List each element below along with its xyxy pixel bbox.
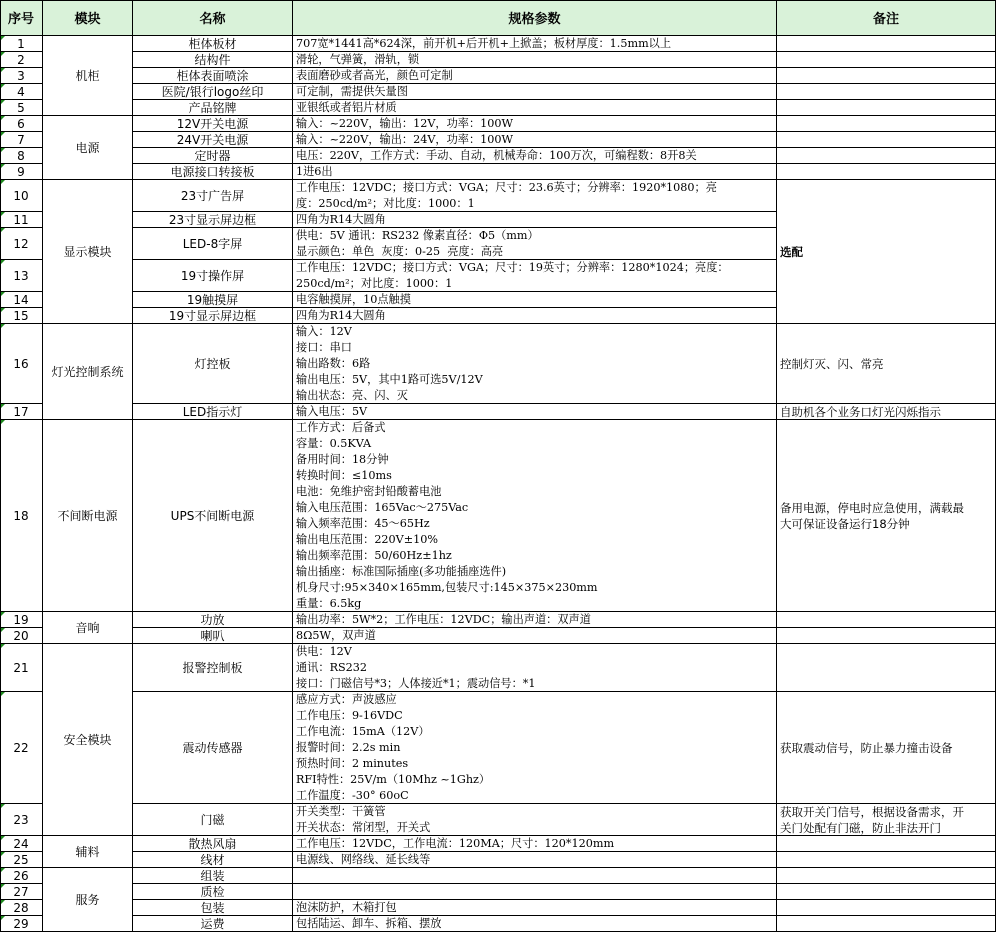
item-name: LED-8字屏 (133, 228, 293, 260)
remark-cell (777, 116, 996, 132)
remark-cell (777, 148, 996, 164)
item-name: 功放 (133, 612, 293, 628)
row-number: 25 (0, 852, 43, 868)
item-name: 线材 (133, 852, 293, 868)
spec-cell: 供电：5V 通讯：RS232 像素直径：Φ5（mm） 显示颜色：单色 灰度：0-25 亮度：高亮 (293, 228, 777, 260)
module-cell-security: 安全模块 (43, 644, 133, 836)
cell-marker-icon (0, 308, 5, 313)
spec-cell: 工作电压：12VDC，工作电流：120MA；尺寸：120*120mm (293, 836, 777, 852)
header-seq: 序号 (0, 0, 43, 36)
cell-marker-icon (0, 804, 5, 809)
cell-marker-icon (0, 260, 5, 265)
cell-marker-icon (0, 868, 5, 873)
remark-cell (777, 884, 996, 900)
remark-cell (777, 132, 996, 148)
spec-cell: 工作方式：后备式 容量：0.5KVA 备用时间：18分钟 转换时间：≤10ms 电池：免维护密封铅酸蓄电池 输入电压范围：165Vac～275Vac 输入频率范围：45～65Hz 输出电压范围：220V±10% 输出频率范围：50/60Hz±1hz 输出插座：标准国际插座(多功能插座选件) 机身尺寸:95×340×165mm,包装尺寸:145×375×230mm 重量：6.5kg (293, 420, 777, 612)
module-cell-aux: 辅料 (43, 836, 133, 868)
header-name: 名称 (133, 0, 293, 36)
item-name: 结构件 (133, 52, 293, 68)
row-number: 1 (0, 36, 43, 52)
cell-marker-icon (0, 36, 5, 41)
row-number: 27 (0, 884, 43, 900)
spec-cell (293, 868, 777, 884)
remark-cell (777, 612, 996, 628)
row-number: 14 (0, 292, 43, 308)
row-number: 5 (0, 100, 43, 116)
remark-cell: 获取开关门信号，根据设备需求，开 关门处配有门磁，防止非法开门 (777, 804, 996, 836)
item-name: 包装 (133, 900, 293, 916)
item-name: 柜体表面喷涂 (133, 68, 293, 84)
cell-marker-icon (0, 900, 5, 905)
item-name: 19寸显示屏边框 (133, 308, 293, 324)
module-cell-service: 服务 (43, 868, 133, 932)
remark-cell (777, 852, 996, 868)
cell-marker-icon (0, 180, 5, 185)
item-name: 电源接口转接板 (133, 164, 293, 180)
row-number: 18 (0, 420, 43, 612)
cell-marker-icon (0, 164, 5, 169)
row-number: 3 (0, 68, 43, 84)
spec-cell: 亚银纸或者铝片材质 (293, 100, 777, 116)
item-name: LED指示灯 (133, 404, 293, 420)
spec-cell: 泡沫防护，木箱打包 (293, 900, 777, 916)
spec-cell (293, 884, 777, 900)
row-number: 20 (0, 628, 43, 644)
item-name: 运费 (133, 916, 293, 932)
cell-marker-icon (0, 100, 5, 105)
spec-cell: 输入：~220V，输出：24V，功率：100W (293, 132, 777, 148)
remark-cell (777, 836, 996, 852)
item-name: 柜体板材 (133, 36, 293, 52)
remark-cell-display: 选配 (777, 180, 996, 324)
row-number: 13 (0, 260, 43, 292)
remark-cell: 获取震动信号，防止暴力撞击设备 (777, 692, 996, 804)
spec-cell: 1进6出 (293, 164, 777, 180)
spec-cell: 工作电压：12VDC；接口方式：VGA；尺寸：23.6英寸；分辨率：1920*1080；亮 度：250cd/m²；对比度：1000：1 (293, 180, 777, 212)
module-cell-display: 显示模块 (43, 180, 133, 324)
row-number: 15 (0, 308, 43, 324)
row-number: 24 (0, 836, 43, 852)
spec-cell: 工作电压：12VDC；接口方式：VGA；尺寸：19英寸；分辨率：1280*1024；亮度： 250cd/m²；对比度：1000：1 (293, 260, 777, 292)
module-cell-light: 灯光控制系统 (43, 324, 133, 420)
row-number: 2 (0, 52, 43, 68)
item-name: 质检 (133, 884, 293, 900)
row-number: 29 (0, 916, 43, 932)
item-name: 报警控制板 (133, 644, 293, 692)
spec-cell: 输入电压：5V (293, 404, 777, 420)
spec-cell: 电源线、网络线、延长线等 (293, 852, 777, 868)
spec-cell: 输入：12V 接口：串口 输出路数：6路 输出电压：5V，其中1路可选5V/12V 输出状态：亮、闪、灭 (293, 324, 777, 404)
spec-cell: 四角为R14大圆角 (293, 308, 777, 324)
spec-cell: 输入：~220V，输出：12V，功率：100W (293, 116, 777, 132)
item-name: 19寸操作屏 (133, 260, 293, 292)
spec-cell: 开关类型：干簧管 开关状态：常闭型，开关式 (293, 804, 777, 836)
cell-marker-icon (0, 228, 5, 233)
remark-cell (777, 900, 996, 916)
remark-cell: 备用电源，停电时应急使用，满载最 大可保证设备运行18分钟 (777, 420, 996, 612)
row-number: 12 (0, 228, 43, 260)
remark-cell (777, 52, 996, 68)
item-name: 23寸显示屏边框 (133, 212, 293, 228)
row-number: 10 (0, 180, 43, 212)
cell-marker-icon (0, 52, 5, 57)
item-name: UPS不间断电源 (133, 420, 293, 612)
header-spec: 规格参数 (293, 0, 777, 36)
header-module: 模块 (43, 0, 133, 36)
item-name: 产品铭牌 (133, 100, 293, 116)
spec-cell: 感应方式：声波感应 工作电压：9-16VDC 工作电流：15mA（12V） 报警时间：2.2s min 预热时间：2 minutes RFI特性：25V/m（10Mhz ~1Ghz） 工作温度：-30° 60oC (293, 692, 777, 804)
item-name: 19触摸屏 (133, 292, 293, 308)
cell-marker-icon (0, 420, 5, 425)
cell-marker-icon (0, 148, 5, 153)
spec-cell: 供电：12V 通讯：RS232 接口：门磁信号*3；人体接近*1；震动信号：*1 (293, 644, 777, 692)
remark-cell: 自助机各个业务口灯光闪烁指示 (777, 404, 996, 420)
row-number: 4 (0, 84, 43, 100)
module-cell-cabinet: 机柜 (43, 36, 133, 116)
row-number: 26 (0, 868, 43, 884)
row-number: 7 (0, 132, 43, 148)
spec-cell: 四角为R14大圆角 (293, 212, 777, 228)
cell-marker-icon (0, 292, 5, 297)
cell-marker-icon (0, 692, 5, 697)
spec-cell: 8Ω5W，双声道 (293, 628, 777, 644)
cell-marker-icon (0, 612, 5, 617)
row-number: 21 (0, 644, 43, 692)
row-number: 28 (0, 900, 43, 916)
cell-marker-icon (0, 116, 5, 121)
cell-marker-icon (0, 852, 5, 857)
remark-cell: 控制灯灭、闪、常亮 (777, 324, 996, 404)
module-cell-power: 电源 (43, 116, 133, 180)
item-name: 定时器 (133, 148, 293, 164)
remark-cell (777, 36, 996, 52)
item-name: 组装 (133, 868, 293, 884)
spec-cell: 滑轮，气弹簧，滑轨，锁 (293, 52, 777, 68)
cell-marker-icon (0, 132, 5, 137)
spec-cell: 可定制，需提供矢量图 (293, 84, 777, 100)
module-cell-audio: 音响 (43, 612, 133, 644)
header-remark: 备注 (777, 0, 996, 36)
row-number: 16 (0, 324, 43, 404)
row-number: 11 (0, 212, 43, 228)
spec-cell: 电容触摸屏，10点触摸 (293, 292, 777, 308)
item-name: 震动传感器 (133, 692, 293, 804)
cell-marker-icon (0, 404, 5, 409)
item-name: 12V开关电源 (133, 116, 293, 132)
item-name: 喇叭 (133, 628, 293, 644)
item-name: 医院/银行logo丝印 (133, 84, 293, 100)
cell-marker-icon (0, 916, 5, 921)
cell-marker-icon (0, 84, 5, 89)
spec-cell: 包括陆运、卸车、拆箱、摆放 (293, 916, 777, 932)
module-cell-ups: 不间断电源 (43, 420, 133, 612)
spec-cell: 电压：220V，工作方式：手动、自动，机械寿命：100万次，可编程数：8开8关 (293, 148, 777, 164)
cell-marker-icon (0, 324, 5, 329)
remark-cell (777, 868, 996, 884)
spec-cell: 表面磨砂或者高光，颜色可定制 (293, 68, 777, 84)
remark-cell (777, 68, 996, 84)
item-name: 门磁 (133, 804, 293, 836)
cell-marker-icon (0, 68, 5, 73)
spec-cell: 707宽*1441高*624深，前开机+后开机+上掀盖；板材厚度：1.5mm以上 (293, 36, 777, 52)
row-number: 17 (0, 404, 43, 420)
remark-cell (777, 628, 996, 644)
row-number: 8 (0, 148, 43, 164)
remark-cell (777, 100, 996, 116)
cell-marker-icon (0, 212, 5, 217)
remark-cell (777, 916, 996, 932)
cell-marker-icon (0, 884, 5, 889)
cell-marker-icon (0, 644, 5, 649)
item-name: 散热风扇 (133, 836, 293, 852)
cell-marker-icon (0, 628, 5, 633)
row-number: 19 (0, 612, 43, 628)
row-number: 9 (0, 164, 43, 180)
row-number: 22 (0, 692, 43, 804)
item-name: 24V开关电源 (133, 132, 293, 148)
spec-cell: 输出功率：5W*2；工作电压：12VDC；输出声道：双声道 (293, 612, 777, 628)
row-number: 6 (0, 116, 43, 132)
remark-cell (777, 644, 996, 692)
item-name: 23寸广告屏 (133, 180, 293, 212)
cell-marker-icon (0, 836, 5, 841)
remark-cell (777, 84, 996, 100)
remark-cell (777, 164, 996, 180)
item-name: 灯控板 (133, 324, 293, 404)
row-number: 23 (0, 804, 43, 836)
